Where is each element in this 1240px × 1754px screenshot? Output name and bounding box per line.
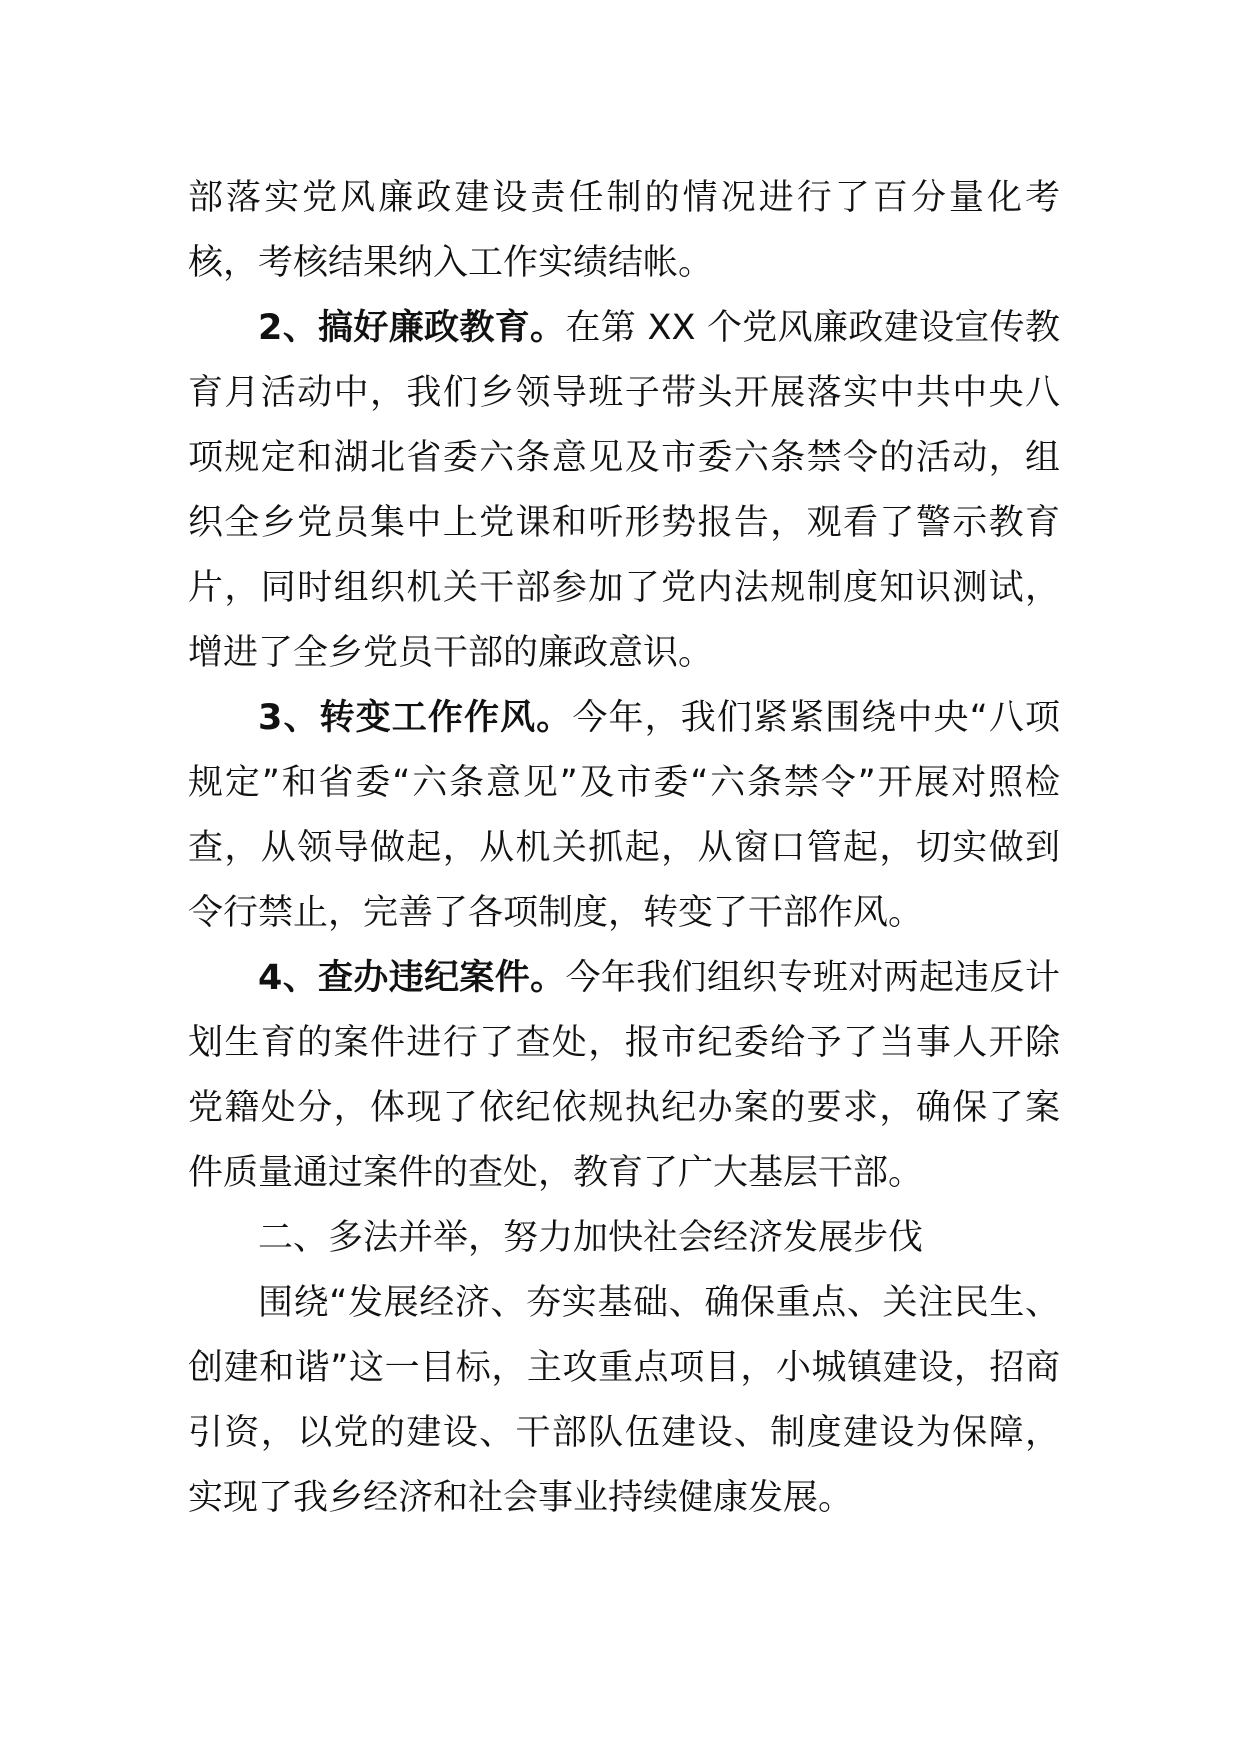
paragraph-heading: 2、搞好廉政教育。 [258,308,566,348]
paragraph-heading: 3、转变工作作风。 [258,698,573,738]
section-heading [188,1206,1060,1271]
paragraph-integrity-education [188,296,1060,686]
document-body [188,166,1060,1531]
section-heading-text: 二、多法并举，努力加快社会经济发展步伐 [258,1218,924,1258]
paragraph-text: 今年，我们紧紧围绕中央“八项规定”和省委“六条意见”及市委“六条禁令”开展对照检查，从领导做起，从机关抓起，从窗口管起，切实做到令行禁止，完善了各项制度，转变了干部作风。 [188,698,1061,933]
paragraph-discipline-cases [188,946,1060,1206]
paragraph-continuation [188,166,1060,296]
paragraph-heading: 4、查办违纪案件。 [258,958,566,998]
paragraph-work-style [188,686,1060,946]
paragraph-text: 今年我们组织专班对两起违反计划生育的案件进行了查处，报市纪委给予了当事人开除党籍处分，体现了依纪依规执纪办案的要求，确保了案件质量通过案件的查处，教育了广大基层干部。 [188,958,1060,1193]
paragraph-development-goals [188,1271,1060,1531]
paragraph-text: 部落实党风廉政建设责任制的情况进行了百分量化考核，考核结果纳入工作实绩结帐。 [188,178,1060,283]
paragraph-text: 围绕“发展经济、夯实基础、确保重点、关注民生、创建和谐”这一目标，主攻重点项目，小城镇建设，招商引资，以党的建设、干部队伍建设、制度建设为保障，实现了我乡经济和社会事业持续健康发展。 [188,1283,1060,1518]
paragraph-text: 在第 XX 个党风廉政建设宣传教育月活动中，我们乡领导班子带头开展落实中共中央八项规定和湖北省委六条意见及市委六条禁令的活动，组织全乡党员集中上党课和听形势报告，观看了警示教育片，同时组织机关干部参加了党内法规制度知识测试，增进了全乡党员干部的廉政意识。 [188,308,1060,673]
